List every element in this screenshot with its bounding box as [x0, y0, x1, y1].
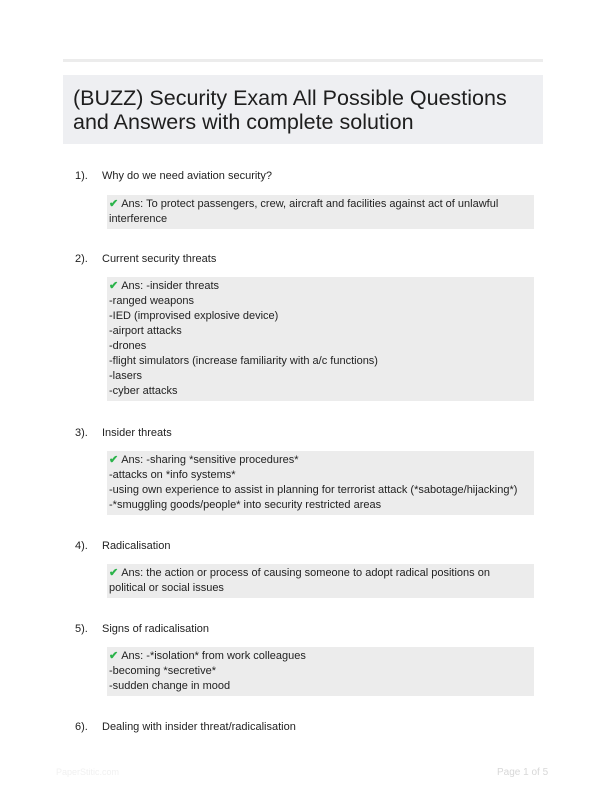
answer-line: the action or process of causing someone to adopt radical positions on political or social issues	[109, 567, 490, 594]
answer-line: -flight simulators (increase familiarity with a/c functions)	[109, 355, 378, 367]
answer-box	[107, 564, 534, 598]
answer-line: -cyber attacks	[109, 385, 178, 397]
check-icon: ✔	[109, 567, 119, 579]
qa-item	[75, 169, 545, 229]
check-icon: ✔	[109, 280, 119, 292]
answer-line: -IED (improvised explosive device)	[109, 310, 279, 322]
top-divider	[63, 59, 543, 62]
answer-line: To protect passengers, crew, aircraft and facilities against act of unlawful interference	[109, 198, 499, 225]
answer-prefix: Ans:	[121, 650, 144, 662]
qa-item	[75, 622, 545, 696]
answer-line: -drones	[109, 340, 147, 352]
question-text: Dealing with insider threat/radicalisation	[102, 721, 296, 733]
qa-item	[75, 720, 545, 734]
document-title: (BUZZ) Security Exam All Possible Questions and Answers with complete solution	[73, 86, 507, 134]
answer-prefix: Ans:	[121, 198, 144, 210]
check-icon: ✔	[109, 198, 119, 210]
answer-line: -ranged weapons	[109, 295, 195, 307]
answer-prefix: Ans:	[121, 454, 144, 466]
qa-item	[75, 426, 545, 515]
answer-line: -becoming *secretive*	[109, 665, 216, 677]
answer-line: -sudden change in mood	[109, 680, 231, 692]
question-text: Radicalisation	[102, 540, 171, 552]
answer-prefix: Ans:	[121, 567, 144, 579]
answer-box	[107, 277, 534, 401]
answer-box	[107, 195, 534, 229]
answer-prefix: Ans:	[121, 280, 144, 292]
answer-box	[107, 451, 534, 515]
page-indicator: Page 1 of 5	[497, 767, 549, 778]
question-text: Current security threats	[102, 253, 217, 265]
check-icon: ✔	[109, 650, 119, 662]
question-number: 5).	[75, 623, 88, 635]
question-number: 6).	[75, 721, 88, 733]
question-text: Insider threats	[102, 427, 172, 439]
answer-box	[107, 647, 534, 696]
answer-line: -attacks on *info systems*	[109, 469, 236, 481]
check-icon: ✔	[109, 454, 119, 466]
qa-item	[75, 252, 545, 401]
answer-line: -lasers	[109, 370, 143, 382]
answer-line: -using own experience to assist in planning for terrorist attack (*sabotage/hijacking*)	[109, 484, 518, 496]
answer-line: -insider threats	[146, 280, 220, 292]
qa-item	[75, 539, 545, 598]
footer-watermark: PaperStitic.com	[56, 767, 120, 777]
question-number: 3).	[75, 427, 88, 439]
question-number: 2).	[75, 253, 88, 265]
answer-line: -*isolation* from work colleagues	[146, 650, 306, 662]
question-text: Signs of radicalisation	[102, 623, 210, 635]
question-number: 1).	[75, 170, 88, 182]
answer-line: -airport attacks	[109, 325, 182, 337]
title-banner	[63, 75, 543, 144]
answer-line: -sharing *sensitive procedures*	[146, 454, 299, 466]
question-text: Why do we need aviation security?	[102, 170, 272, 182]
answer-line: -*smuggling goods/people* into security restricted areas	[109, 499, 382, 511]
question-number: 4).	[75, 540, 88, 552]
